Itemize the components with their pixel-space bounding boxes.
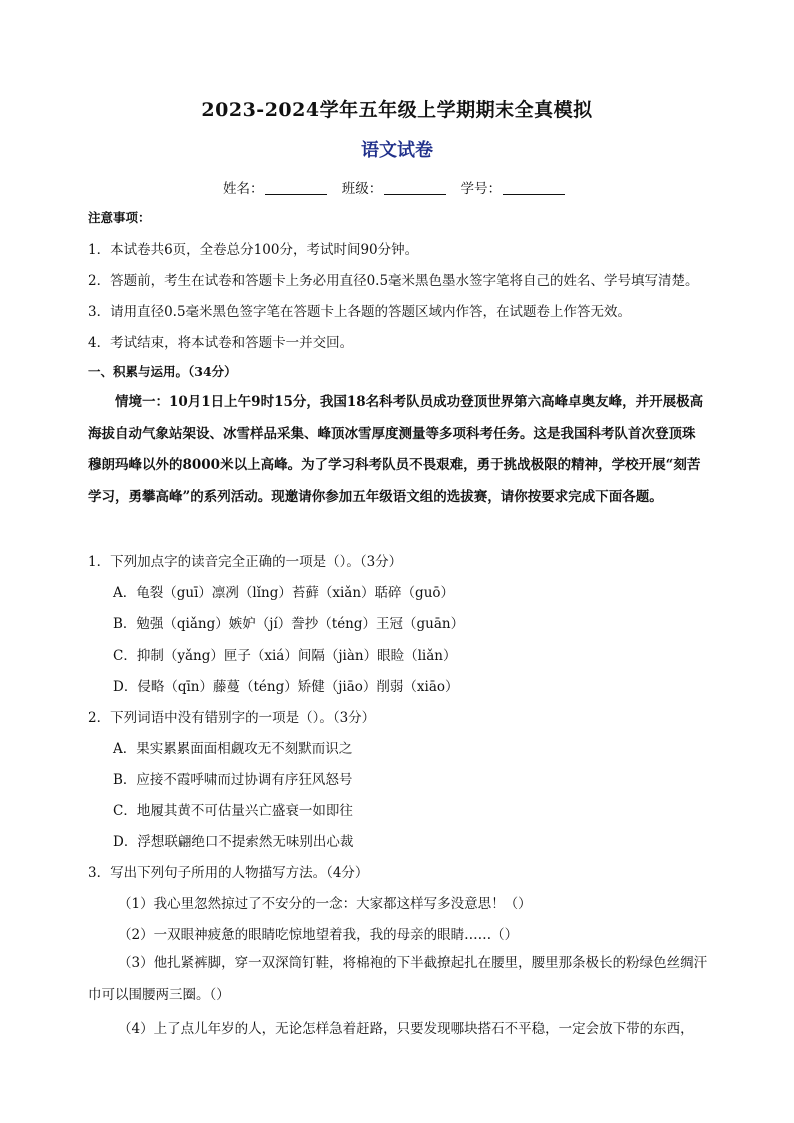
exam-title: 2023-2024学年五年级上学期期末全真模拟 bbox=[201, 99, 593, 121]
question-2-option-b: B．应接不霞呼啸而过协调有序狂风怒号 bbox=[113, 772, 353, 788]
note-item: 3．请用直径0.5毫米黑色签字笔在答题卡上各题的答题区域内作答，在试题卷上作答无效。 bbox=[88, 304, 632, 320]
question-3-item-2: （2）一双眼神疲惫的眼睛吃惊地望着我，我的母亲的眼睛……（） bbox=[118, 927, 519, 943]
question-1-stem: 1．下列加点字的读音完全正确的一项是（）。（3分） bbox=[88, 554, 403, 570]
question-3-item-3: （3）他扎紧裤脚，穿一双深筒钉鞋，将棉袍的下半截撩起扎在腰里，腰里那条极长的粉绿色丝绸汗巾可以围腰两三圈。（） bbox=[88, 955, 708, 1003]
class-label: 班级： bbox=[341, 181, 383, 197]
question-2-option-d: D．浮想联翩绝口不提索然无味别出心裁 bbox=[113, 834, 354, 850]
note-item: 2．答题前，考生在试卷和答题卡上务必用直径0.5毫米黑色墨水签字笔将自己的姓名、学号填写清楚。 bbox=[88, 273, 699, 289]
question-1-option-a: A．龟裂（guī）凛冽（lǐng）苔藓（xiǎn）聒碎（guō） bbox=[113, 585, 455, 601]
question-1-option-b: B．勉强（qiǎng）嫉妒（jí）誊抄（téng）王冠（guān） bbox=[113, 616, 465, 632]
question-3-item-4: （4）上了点儿年岁的人，无论怎样急着赶路，只要发现哪块搭石不平稳，一定会放下带的东西， bbox=[118, 1021, 694, 1037]
student-id-label: 学号： bbox=[460, 181, 502, 197]
question-2-option-a: A．果实累累面面相觑攻无不刻默而识之 bbox=[113, 741, 353, 757]
question-3-item-1: （1）我心里忽然掠过了不安分的一念：大家都这样写多没意思！（） bbox=[118, 896, 532, 912]
note-item: 1．本试卷共6页，全卷总分100分，考试时间90分钟。 bbox=[88, 242, 419, 258]
name-label: 姓名： bbox=[222, 181, 264, 197]
student-id-blank[interactable] bbox=[503, 180, 565, 195]
name-blank[interactable] bbox=[265, 180, 327, 195]
student-info-row bbox=[0, 177, 794, 197]
question-1-option-d: D．侵略（qīn）藤蔓（téng）矫健（jiāo）削弱（xiāo） bbox=[113, 679, 459, 695]
question-2-stem: 2．下列词语中没有错别字的一项是（）。（3分） bbox=[88, 710, 376, 726]
question-1-option-c: C．抑制（yǎng）匣子（xiá）间隔（jiàn）眼睑（liǎn） bbox=[113, 648, 457, 664]
note-item: 4．考试结束，将本试卷和答题卡一并交回。 bbox=[88, 335, 354, 351]
context-paragraph: 情境一：10月1日上午9时15分，我国18名科考队员成功登顶世界第六高峰卓奥友峰，并开展极高海拔自动气象站架设、冰雪样品采集、峰顶冰雪厚度测量等多项科考任务。这是我国科考队首次登顶珠穆朗玛峰以外的8000米以上高峰。为了学习科考队员不畏艰难，勇于挑战极限的精神，学校开展“刻苦学习，勇攀高峰”的系列活动。现邀请你参加五年级语文组的选拔赛，请你按要求完成下面各题。 bbox=[88, 394, 704, 505]
question-2-option-c: C．地履其黄不可估量兴亡盛衰一如即往 bbox=[113, 803, 353, 819]
class-blank[interactable] bbox=[384, 180, 446, 195]
exam-subtitle: 语文试卷 bbox=[361, 140, 433, 161]
question-3-stem: 3．写出下列句子所用的人物描写方法。（4分） bbox=[88, 865, 369, 881]
notes-heading: 注意事项： bbox=[88, 210, 151, 225]
section-heading: 一、积累与运用。（34分） bbox=[88, 364, 237, 379]
